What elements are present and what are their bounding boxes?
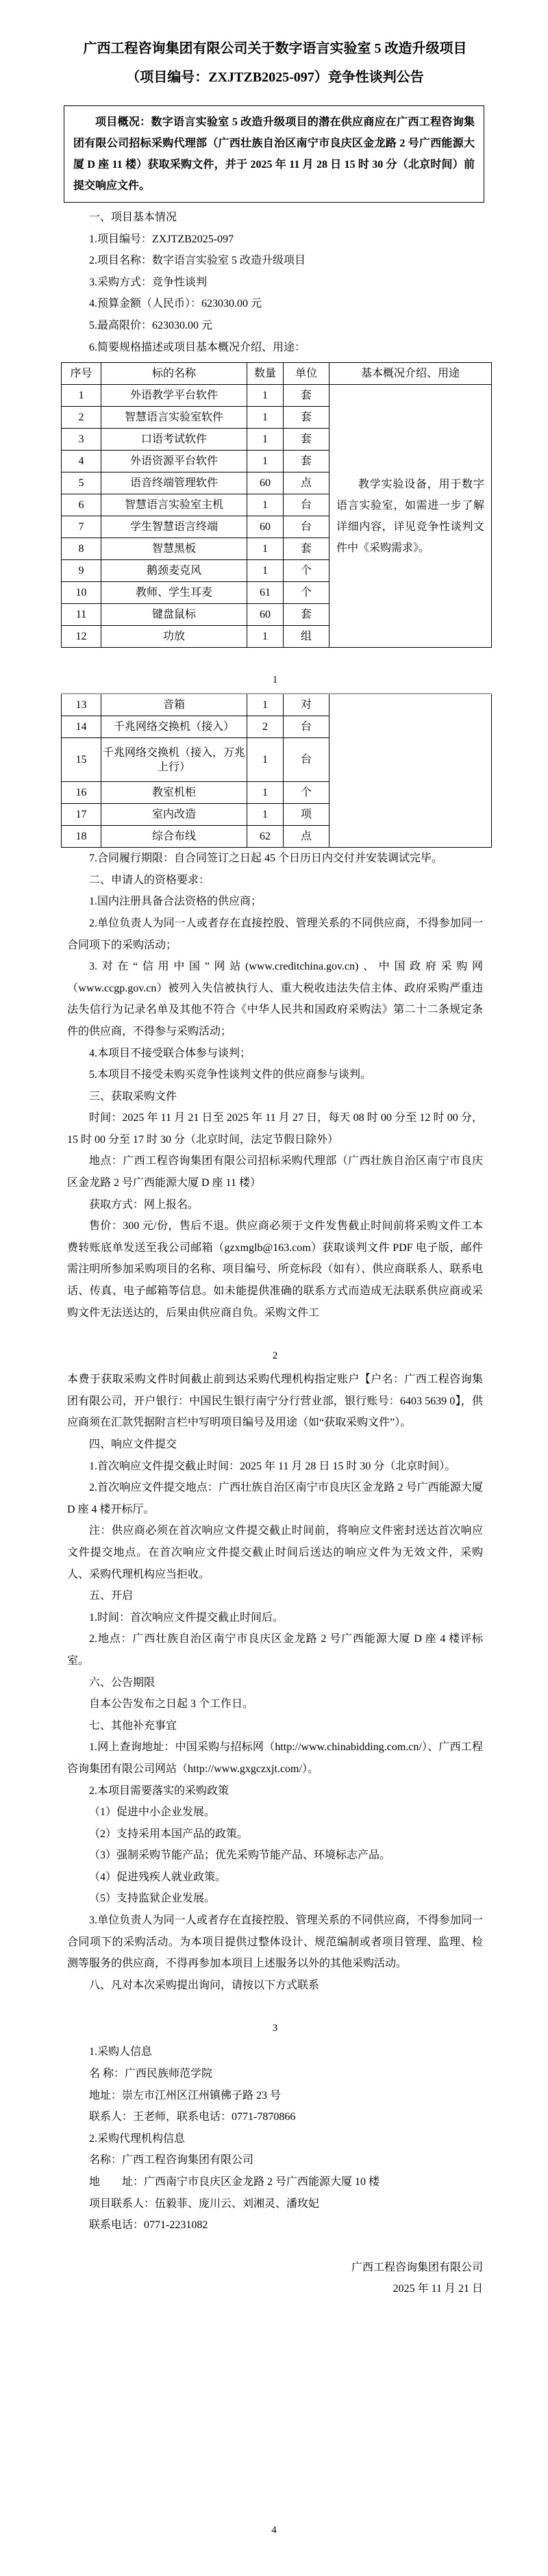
item-qty: 1	[247, 560, 284, 582]
paragraph: 2.项目名称：数字语言实验室 5 改造升级项目	[89, 255, 306, 267]
item-qty: 60	[247, 516, 284, 538]
item-qty: 1	[247, 738, 284, 782]
title-line-2: （项目编号：ZXJTZB2025-097）竞争性谈判公告	[126, 70, 424, 85]
item-no: 12	[62, 626, 101, 648]
item-qty: 1	[247, 626, 284, 648]
item-unit: 套	[284, 604, 329, 626]
paragraph: 时间：2025 年 11 月 21 日至 2025 年 11 月 27 日，每天 08 时 00 分至 12 时 00 分，15 时 00 分至 17 时 30 分（北京时间，法定节假日除外）	[67, 1112, 483, 1146]
item-name: 功放	[101, 626, 247, 648]
project-overview-text: 项目概况：数字语言实验室 5 改造升级项目的潜在供应商应在广西工程咨询集团有限公司招标采购代理部（广西壮族自治区南宁市良庆区金龙路 2 号广西能源大厦 D 座 11 楼）获取采购文件，并于 2025 年 11 月 28 日 15 时 30 分（北京时间）前提交响应文件。	[73, 116, 475, 192]
item-unit: 台	[284, 716, 329, 738]
paragraph: 1.国内注册具备合法资格的供应商；	[89, 896, 262, 908]
title-line-1: 广西工程咨询集团有限公司关于数字语言实验室 5 改造升级项目	[83, 41, 467, 56]
column-header: 单位	[284, 363, 329, 385]
paragraph: 获取方式：网上报名。	[89, 1198, 199, 1211]
item-no: 16	[62, 782, 101, 804]
signature-block	[67, 2257, 483, 2300]
item-qty: 1	[247, 782, 284, 804]
paragraph: （5）支持监狱企业发展。	[89, 1893, 216, 1905]
paragraph: 2.首次响应文件提交地点：广西壮族自治区南宁市良庆区金龙路 2 号广西能源大厦 D 座 4 楼开标厅。	[67, 1482, 483, 1515]
item-name: 键盘鼠标	[101, 604, 247, 626]
item-unit: 点	[284, 826, 329, 848]
item-name: 口语考试软件	[101, 429, 247, 451]
paragraph: 地址：崇左市江州区江州镇佛子路 23 号	[89, 2089, 282, 2101]
item-qty: 1	[247, 494, 284, 516]
paragraph: 联系人：王老师，联系电话：0771-7870866	[89, 2111, 296, 2123]
paragraph: 2.采购代理机构信息	[89, 2132, 186, 2145]
column-header: 数量	[247, 363, 284, 385]
item-name: 智慧语言实验室软件	[101, 407, 247, 429]
section-heading: 八、凡对本次采购提出询问，请按以下方式联系	[89, 1979, 320, 1991]
paragraph: 5.本项目不接受未购买竞争性谈判文件的供应商参与谈判。	[89, 1069, 372, 1081]
column-header: 序号	[62, 363, 101, 385]
section-heading: 五、开启	[89, 1590, 134, 1602]
item-qty: 1	[247, 451, 284, 472]
item-qty: 1	[247, 694, 284, 716]
page-number: 2	[272, 1350, 278, 1362]
column-header: 基本概况介绍、用途	[329, 363, 492, 385]
item-no: 18	[62, 826, 101, 848]
paragraph: 1.采购人信息	[89, 2046, 153, 2058]
item-no: 7	[62, 516, 101, 538]
item-no: 5	[62, 472, 101, 494]
item-unit: 个	[284, 582, 329, 604]
paragraph: 3.采购方式：竞争性谈判	[89, 276, 208, 288]
item-no: 2	[62, 407, 101, 429]
item-qty: 1	[247, 407, 284, 429]
paragraph: 注：供应商必须在首次响应文件提交截止时间前，将响应文件密封送达首次响应文件提交地点。在首次响应文件提交截止时间后送达的响应文件为无效文件，采购人、采购代理机构应当拒收。	[67, 1525, 483, 1580]
item-no: 11	[62, 604, 101, 626]
section-heading: 二、申请人的资格要求：	[89, 874, 210, 886]
item-no: 13	[62, 694, 101, 716]
item-unit: 项	[284, 804, 329, 826]
items-table-part1	[61, 362, 492, 648]
paragraph: （1）促进中小企业发展。	[89, 1806, 216, 1819]
item-unit: 台	[284, 738, 329, 782]
item-no: 17	[62, 804, 101, 826]
item-unit: 套	[284, 429, 329, 451]
paragraph: 3.对在“信用中国”网站(www.creditchina.gov.cn)、中国政府采购网（www.ccgp.gov.cn）被列入失信被执行人、重大税收违法失信主体、政府采购严重违法失信行为记录名单及其他不符合《中华人民共和国政府采购法》第二十二条规定条件的供应商，不得参与采购活动；	[67, 961, 483, 1037]
item-no: 10	[62, 582, 101, 604]
item-name: 教室机柜	[101, 782, 247, 804]
paragraph: 名 称：广西民族师范学院	[89, 2068, 213, 2080]
paragraph: 7.合同履行期限：自合同签订之日起 45 个日历日内交付并安装调试完毕。	[89, 853, 443, 865]
paragraph: 2.单位负责人为同一人或者存在直接控股、管理关系的不同供应商，不得参加同一合同项下的采购活动；	[67, 917, 483, 951]
item-qty: 2	[247, 716, 284, 738]
item-name: 语音终端管理软件	[101, 472, 247, 494]
paragraph: 3.单位负责人为同一人或者存在直接控股、管理关系的不同供应商，不得参加同一合同项下的采购活动。为本项目提供过整体设计、规范编制或者项目管理、监理、检测等服务的供应商，不得再参加本项目上述服务以外的其他采购活动。	[67, 1915, 483, 1970]
section-heading: 七、其他补充事宜	[89, 1719, 177, 1732]
item-qty: 1	[247, 429, 284, 451]
table-row	[62, 694, 492, 716]
item-qty: 1	[247, 804, 284, 826]
item-description-empty-cell	[329, 694, 492, 848]
signature-date: 2025 年 11 月 21 日	[393, 2283, 483, 2295]
item-name: 外语资源平台软件	[101, 451, 247, 472]
item-no: 3	[62, 429, 101, 451]
item-unit: 组	[284, 626, 329, 648]
paragraph: 名称：广西工程咨询集团有限公司	[89, 2154, 254, 2167]
paragraph: 项目联系人：伍毅菲、庞川云、刘湘灵、潘玫妃	[89, 2197, 320, 2210]
item-unit: 套	[284, 407, 329, 429]
item-unit: 点	[284, 472, 329, 494]
section-heading: 四、响应文件提交	[89, 1439, 177, 1450]
item-no: 8	[62, 538, 101, 560]
paragraph: 1.时间：首次响应文件提交截止时间后。	[89, 1611, 284, 1624]
item-qty: 1	[247, 538, 284, 560]
section-heading: 六、公告期限	[89, 1676, 155, 1689]
item-unit: 台	[284, 516, 329, 538]
item-no: 6	[62, 494, 101, 516]
item-no: 14	[62, 716, 101, 738]
paragraph: 本费于获取采购文件时间截止前到达采购代理机构指定账户【户名：广西工程咨询集团有限公司，开户银行：中国民生银行南宁分行营业部，银行账号：6403 5639 0】，供应商须在汇款凭据附言栏中写明项目编号及用途（如“获取采购文件”）。	[67, 1374, 483, 1429]
paragraph: （3）强制采购节能产品；优先采购节能产品、环境标志产品。	[89, 1849, 391, 1862]
table-header-row	[62, 363, 492, 385]
item-qty: 60	[247, 604, 284, 626]
paragraph: 5.最高限价：623030.00 元	[89, 319, 213, 331]
page-title	[63, 34, 487, 92]
item-unit: 个	[284, 560, 329, 582]
item-description-text: 教学实验设备，用于数字语言实验室，如需进一步了解详细内容，详见竞争性谈判文件中《采购需求》。	[336, 478, 484, 554]
item-name: 教师、学生耳麦	[101, 582, 247, 604]
item-name: 学生智慧语言终端	[101, 516, 247, 538]
item-qty: 62	[247, 826, 284, 848]
item-no: 15	[62, 738, 101, 782]
paragraph: 2.本项目需要落实的采购政策	[89, 1784, 229, 1797]
item-unit: 套	[284, 451, 329, 472]
column-header: 标的名称	[101, 363, 247, 385]
paragraph: 售价：300 元/份，售后不退。供应商必须于文件发售截止时间前将采购文件工本费转账底单发送至我公司邮箱（gzxmglb@163.com）获取谈判文件 PDF 电子版，邮件需注明所参加采购项目的名称、项目编号、所竞标段（如有）、供应商联系人、联系电话、传真、电子邮箱等信息。如未能提供准确的联系方式而造成无法联系供应商或采购文件无法送达的，后果由供应商自负。采购文件工	[67, 1220, 483, 1319]
table-row	[62, 385, 492, 407]
signature-org: 广西工程咨询集团有限公司	[351, 2261, 483, 2273]
paragraph: 6.简要规格描述或项目基本概况介绍、用途：	[89, 341, 306, 353]
item-no: 9	[62, 560, 101, 582]
item-unit: 台	[284, 494, 329, 516]
paragraph: 联系电话：0771-2231082	[89, 2219, 208, 2232]
item-qty: 61	[247, 582, 284, 604]
paragraph: 自本公告发布之日起 3 个工作日。	[89, 1698, 254, 1710]
item-unit: 个	[284, 782, 329, 804]
item-name: 音箱	[101, 694, 247, 716]
paragraph: 2.地点：广西壮族自治区南宁市良庆区金龙路 2 号广西能源大厦 D 座 4 楼评标室。	[67, 1633, 483, 1667]
paragraph: （2）支持采用本国产品的政策。	[89, 1828, 249, 1840]
item-unit: 套	[284, 538, 329, 560]
item-name: 千兆网络交换机（接入）	[101, 716, 247, 738]
document-body	[67, 207, 483, 2236]
item-name: 智慧黑板	[101, 538, 247, 560]
item-no: 1	[62, 385, 101, 407]
item-name: 室内改造	[101, 804, 247, 826]
paragraph: 1.网上查询地址：中国采购与招标网（http://www.chinabidding.com.cn/）、广西工程咨询集团有限公司网站（http://www.gxgczxjt.com/）。	[67, 1741, 483, 1775]
item-name: 智慧语言实验室主机	[101, 494, 247, 516]
item-unit: 对	[284, 694, 329, 716]
paragraph: 4.本项目不接受联合体参与谈判；	[89, 1047, 251, 1059]
paragraph: 地 址：广西南宁市良庆区金龙路 2 号广西能源大厦 10 楼	[89, 2176, 380, 2188]
item-description-merged-cell	[329, 385, 492, 648]
paragraph: 地点：广西工程咨询集团有限公司招标采购代理部（广西壮族自治区南宁市良庆区金龙路 2 号广西能源大厦 D 座 11 楼）	[67, 1155, 483, 1189]
project-overview-box	[64, 105, 484, 203]
page-number: 1	[272, 674, 278, 686]
item-qty: 1	[247, 385, 284, 407]
item-unit: 套	[284, 385, 329, 407]
paragraph: （4）促进残疾人就业政策。	[89, 1871, 227, 1883]
item-qty: 60	[247, 472, 284, 494]
item-name: 综合布线	[101, 826, 247, 848]
item-no: 4	[62, 451, 101, 472]
items-table-part2	[61, 693, 492, 848]
item-name: 鹅颈麦克风	[101, 560, 247, 582]
section-heading: 三、获取采购文件	[89, 1090, 177, 1102]
page-number: 3	[272, 2023, 278, 2034]
section-heading: 一、项目基本情况	[89, 212, 177, 223]
item-name: 千兆网络交换机（接入，万兆上行）	[101, 738, 247, 782]
paragraph: 1.项目编号：ZXJTZB2025-097	[89, 233, 234, 245]
item-name: 外语教学平台软件	[101, 385, 247, 407]
page-number: 4	[271, 2525, 277, 2536]
paragraph: 1.首次响应文件提交截止时间：2025 年 11 月 28 日 15 时 30 分（北京时间）。	[89, 1460, 456, 1472]
paragraph: 4.预算金额（人民币）：623030.00 元	[89, 298, 262, 310]
